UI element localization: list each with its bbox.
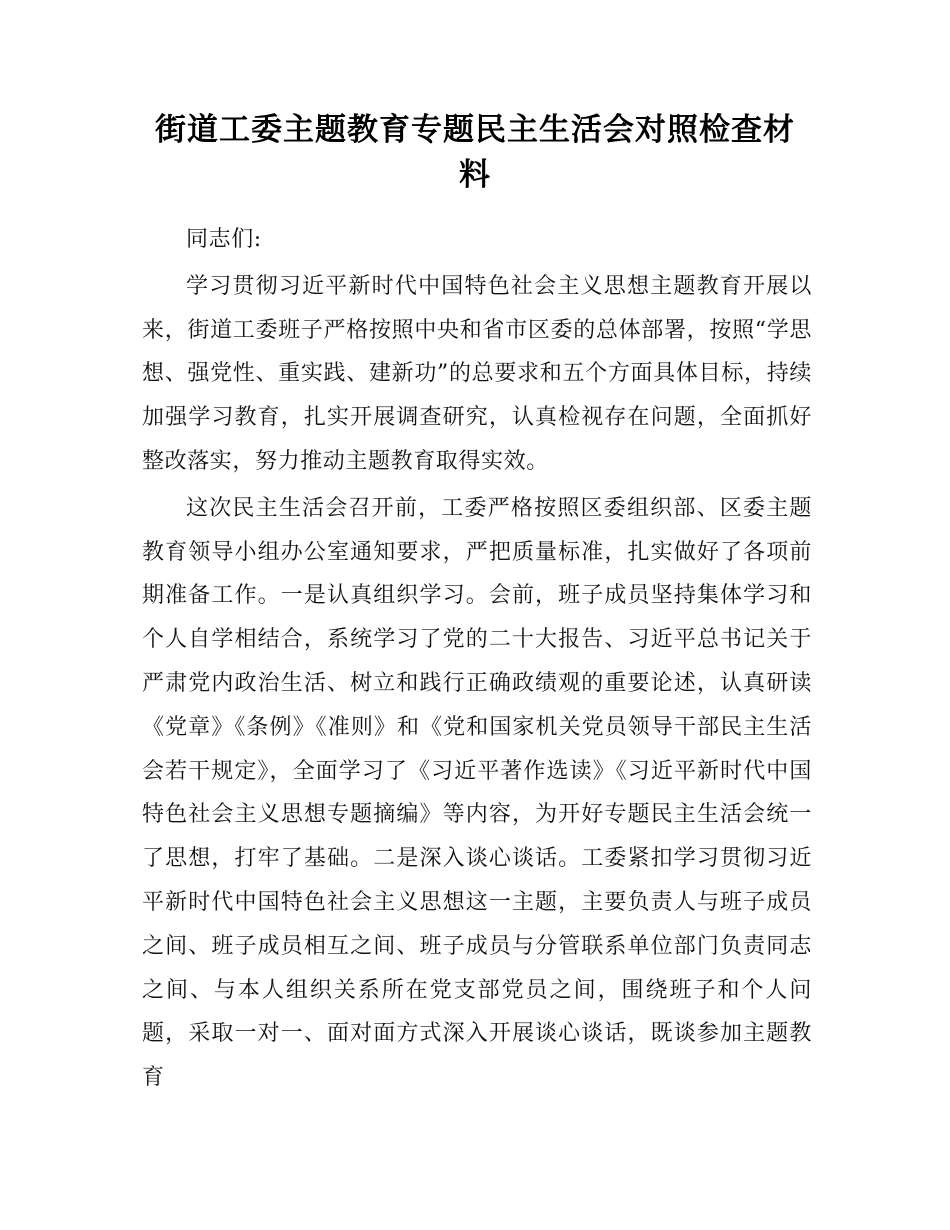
document-body (142, 218, 812, 1100)
salutation: 同志们: (186, 227, 262, 252)
document-title: 街道工委主题教育专题民主生活会对照检查材料 (155, 112, 795, 193)
paragraph-2: 这次民主生活会召开前，工委严格按照区委组织部、区委主题教育领导小组办公室通知要求，严把质量标准，扎实做好了各项前期准备工作。一是认真组织学习。会前，班子成员坚持集体学习和个人自学相结合，系统学习了党的二十大报告、习近平总书记关于严肃党内政治生活、树立和践行正确政绩观的重要论述，认真研读《党章》《条例》《准则》和《党和国家机关党员领导干部民主生活会若干规定》，全面学习了《习近平著作选读》《习近平新时代中国特色社会主义思想专题摘编》等内容，为开好专题民主生活会统一了思想，打牢了基础。二是深入谈心谈话。工委紧扣学习贯彻习近平新时代中国特色社会主义思想这一主题，主要负责人与班子成员之间、班子成员相互之间、班子成员与分管联系单位部门负责同志之间、与本人组织关系所在党支部党员之间，围绕班子和个人问题，采取一对一、面对面方式深入开展谈心谈话，既谈参加主题教育 (142, 495, 812, 1091)
paragraph-1: 学习贯彻习近平新时代中国特色社会主义思想主题教育开展以来，街道工委班子严格按照中央和省市区委的总体部署，按照“学思想、强党性、重实践、建新功”的总要求和五个方面具体目标，持续加强学习教育，扎实开展调查研究，认真检视存在问题，全面抓好整改落实，努力推动主题教育取得实效。 (142, 273, 812, 474)
